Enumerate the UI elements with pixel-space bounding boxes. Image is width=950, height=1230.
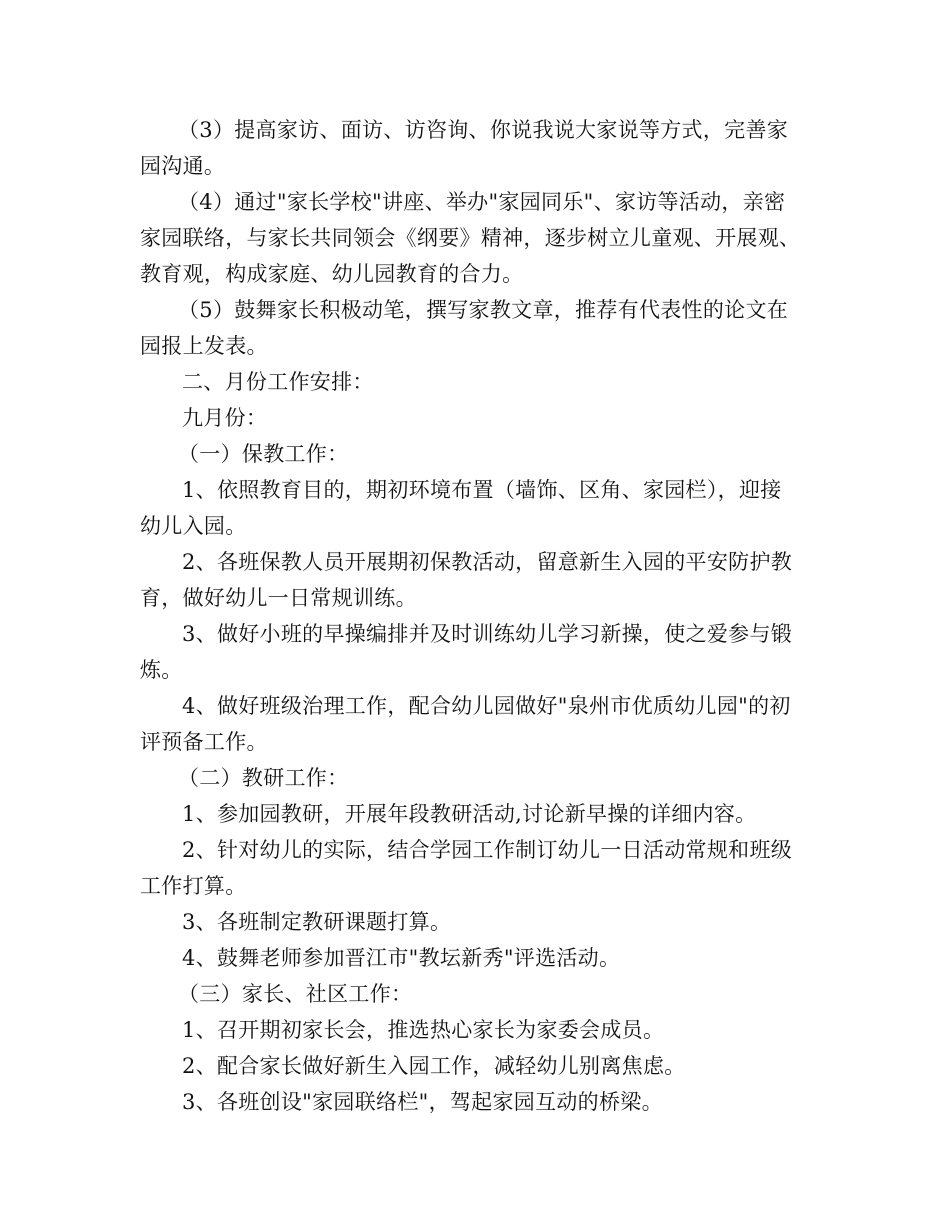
subheading-teaching: （一）保教工作： xyxy=(178,442,349,466)
parents-item-1: 1、召开期初家长会，推选热心家长为家委会成员。 xyxy=(182,1018,665,1042)
teaching-item-1-line-1: 1、依照教育目的，期初环境布置（墙饰、区角、家园栏），迎接 xyxy=(182,478,782,502)
teaching-item-3-line-1: 3、做好小班的早操编排并及时训练幼儿学习新操，使之爱参与锻 xyxy=(182,622,793,646)
subheading-research: （二）教研工作： xyxy=(178,766,349,790)
teaching-item-4-line-2: 评预备工作。 xyxy=(140,730,268,754)
paragraph-4-line-2: 家园联络，与家长共同领会《纲要》精神，逐步树立儿童观、开展观、 xyxy=(140,226,801,250)
teaching-item-1-line-2: 幼儿入园。 xyxy=(140,514,247,538)
paragraph-5-line-2: 园报上发表。 xyxy=(140,334,268,358)
teaching-item-2-line-2: 育，做好幼儿一日常规训练。 xyxy=(140,586,417,610)
paragraph-3-line-2: 园沟通。 xyxy=(140,154,226,178)
research-item-2-line-1: 2、针对幼儿的实际，结合学园工作制订幼儿一日活动常规和班级 xyxy=(182,838,793,862)
paragraph-3-line-1: （3）提高家访、面访、访咨询、你说我说大家说等方式，完善家 xyxy=(178,118,789,142)
paragraph-4-line-1: （4）通过"家长学校"讲座、举办"家园同乐"、家访等活动，亲密 xyxy=(178,190,786,214)
parents-item-3: 3、各班创设"家园联络栏"，驾起家园互动的桥梁。 xyxy=(182,1090,663,1114)
research-item-4: 4、鼓舞老师参加晋江市"教坛新秀"评选活动。 xyxy=(182,946,621,970)
teaching-item-2-line-1: 2、各班保教人员开展期初保教活动，留意新生入园的平安防护教 xyxy=(182,550,793,574)
research-item-3: 3、各班制定教研课题打算。 xyxy=(182,910,452,934)
teaching-item-4-line-1: 4、做好班级治理工作，配合幼儿园做好"泉州市优质幼儿园"的初 xyxy=(182,694,791,718)
section-heading-monthly: 二、月份工作安排： xyxy=(182,370,374,394)
subheading-parents-community: （三）家长、社区工作： xyxy=(178,982,413,1006)
teaching-item-3-line-2: 炼。 xyxy=(140,658,183,682)
research-item-1: 1、参加园教研，开展年段教研活动,讨论新早操的详细内容。 xyxy=(182,802,757,826)
research-item-2-line-2: 工作打算。 xyxy=(140,874,247,898)
paragraph-4-line-3: 教育观，构成家庭、幼儿园教育的合力。 xyxy=(140,262,524,286)
month-heading-september: 九月份： xyxy=(182,406,268,430)
parents-item-2: 2、配合家长做好新生入园工作，减轻幼儿别离焦虑。 xyxy=(182,1054,686,1078)
paragraph-5-line-1: （5）鼓舞家长积极动笔，撰写家教文章，推荐有代表性的论文在 xyxy=(178,298,789,322)
